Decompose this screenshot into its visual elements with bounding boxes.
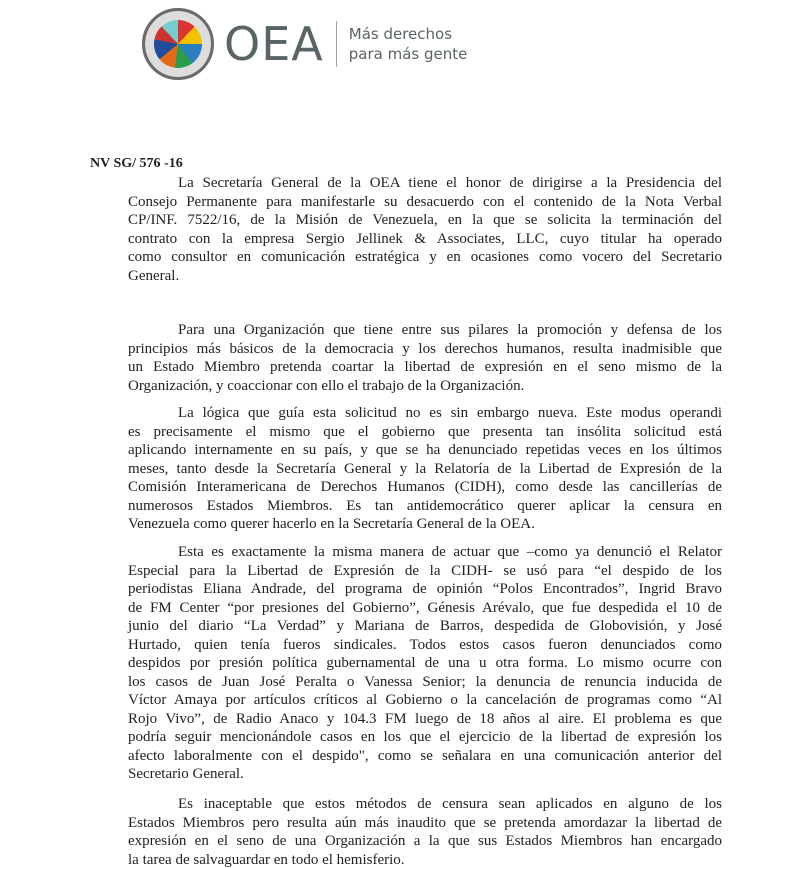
paragraph-line: Venezuela como querer hacerlo en la Secretaría General de la OEA. <box>128 515 722 534</box>
paragraph-line: La Secretaría General de la OEA tiene el honor de dirigirse a la Presidencia del <box>128 174 722 193</box>
tagline-line1: Más derechos <box>349 24 468 44</box>
logo-divider <box>336 21 337 67</box>
paragraph-line: un Estado Miembro pretenda coartar la libertad de expresión en el seno mismo de la <box>128 358 722 377</box>
paragraph-4 <box>128 543 722 784</box>
tagline-line2: para más gente <box>349 44 468 64</box>
paragraph-line: Para una Organización que tiene entre sus pilares la promoción y defensa de los <box>128 321 722 340</box>
paragraph-line: Esta es exactamente la misma manera de actuar que –como ya denunció el Relator <box>128 543 722 562</box>
tagline <box>349 24 468 64</box>
paragraph-line: Estados Miembros pero resulta aún más inaudito que se pretenda amordazar la libertad de <box>128 814 722 833</box>
paragraph-line: como consultor en comunicación estratégica y en ocasiones como vocero del Secretario <box>128 248 722 267</box>
paragraph-3 <box>128 404 722 534</box>
paragraph-line: Especial para la Libertad de Expresión de la CIDH- se usó para “el despido de los <box>128 562 722 581</box>
paragraph-line: Hurtado, quien tenía fueros sindicales. Todos estos casos fueron denunciados como <box>128 636 722 655</box>
paragraph-line: Organización, y coaccionar con ello el trabajo de la Organización. <box>128 377 722 396</box>
paragraph-line: despidos por presión política gubernamental de una u otra forma. Lo mismo ocurre con <box>128 654 722 673</box>
logo-text: OEA <box>224 17 324 71</box>
paragraph-line: es precisamente el mismo que el gobierno que presenta tan insólita solicitud está <box>128 423 722 442</box>
paragraph-line: CP/INF. 7522/16, de la Misión de Venezuela, en la que se solicita la terminación del <box>128 211 722 230</box>
paragraph-line: Rojo Vivo”, de Radio Anaco y 104.3 FM luego de 18 años al aire. El problema es que <box>128 710 722 729</box>
paragraph-line: Secretario General. <box>128 765 722 784</box>
paragraph-line: podría seguir mencionándole casos en los que el ejercicio de la libertad de expresión los <box>128 728 722 747</box>
paragraph-1 <box>128 174 722 285</box>
oas-seal-icon <box>142 8 214 80</box>
paragraph-line: Es inaceptable que estos métodos de censura sean aplicados en alguno de los <box>128 795 722 814</box>
paragraph-line: de FM Center “por presiones del Gobierno”, Génesis Arévalo, que fue despedida el 10 de <box>128 599 722 618</box>
paragraph-line: afecto laboralmente con el despido", como se señalara en una comunicación anterior del <box>128 747 722 766</box>
paragraph-2 <box>128 321 722 395</box>
paragraph-line: principios más básicos de la democracia y los derechos humanos, resulta inadmisible que <box>128 340 722 359</box>
paragraph-line: los casos de Juan José Peralta o Vanessa Senior; la denuncia de renuncia inducida de <box>128 673 722 692</box>
paragraph-line: expresión en el seno de una Organización a la que sus Estados Miembros han encargado <box>128 832 722 851</box>
paragraph-5 <box>128 795 722 869</box>
paragraph-line: General. <box>128 267 722 286</box>
document-reference: NV SG/ 576 -16 <box>90 156 183 172</box>
paragraph-line: aplicando internamente en su país, y que se ha denunciado repetidas veces en los últimos <box>128 441 722 460</box>
oea-logo <box>142 8 467 80</box>
paragraph-line: Comisión Interamericana de Derechos Humanos (CIDH), como desde las cancillerías de <box>128 478 722 497</box>
paragraph-line: Consejo Permanente para manifestarle su desacuerdo con el contenido de la Nota Verbal <box>128 193 722 212</box>
paragraph-line: La lógica que guía esta solicitud no es sin embargo nueva. Este modus operandi <box>128 404 722 423</box>
paragraph-line: Víctor Amaya por artículos críticos al Gobierno o la cancelación de programas como “Al <box>128 691 722 710</box>
paragraph-line: contrato con la empresa Sergio Jellinek & Associates, LLC, cuyo titular ha operado <box>128 230 722 249</box>
paragraph-line: la tarea de salvaguardar en todo el hemisferio. <box>128 851 722 869</box>
paragraph-line: meses, tanto desde la Secretaría General y la Relatoría de la Libertad de Expresión de la <box>128 460 722 479</box>
paragraph-line: junio del diario “La Verdad” y Mariana de Barros, despedida de Globovisión, y José <box>128 617 722 636</box>
paragraph-line: periodistas Eliana Andrade, del programa de opinión “Polos Encontrados”, Ingrid Bravo <box>128 580 722 599</box>
paragraph-line: numerosos Estados Miembros. Es tan antidemocrático querer aplicar la censura en <box>128 497 722 516</box>
